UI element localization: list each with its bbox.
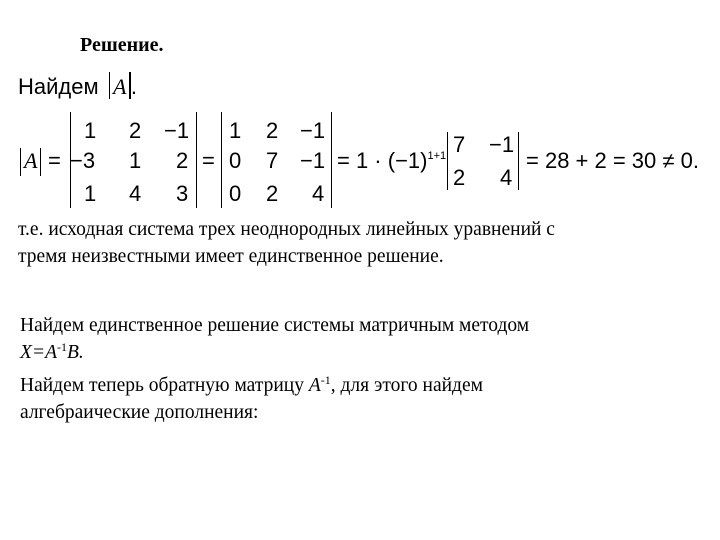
matrix1-cell: 2 (129, 118, 142, 143)
paragraph1-line2: тремя неизвестными имеет единственное решение. (18, 246, 444, 267)
matrix1-cell: 1 (84, 181, 97, 206)
matrix2-bar-right (331, 112, 332, 208)
lhs-bar-left (20, 148, 21, 176)
paragraph3-line1: Найдем теперь обратную матрицу $A^{-1}$, для этого найдем (20, 373, 483, 396)
matrix2-cell: 1 (229, 118, 242, 143)
result: = 28 + 2 = 30 ≠ 0. (526, 148, 699, 173)
matrix1-cell: 3 (176, 181, 189, 206)
minor-bar-left (447, 132, 448, 190)
find-dot: . (130, 74, 137, 99)
paragraph1-line1: т.е. исходная система трех неоднородных линейных уравнений с (18, 219, 555, 240)
minor-bar-right (518, 132, 519, 190)
matrix1-cell: −3 (70, 148, 96, 173)
paragraph2-formula: $X=A^{-1}B$. (20, 340, 84, 363)
matrix1-cell: −1 (164, 118, 190, 143)
paragraph-inverse-matrix (20, 372, 483, 426)
matrix2-cell: 4 (312, 181, 325, 206)
lhs-equals: = (48, 148, 61, 173)
matrix2-cell: −1 (300, 148, 326, 173)
matrix2-cell: −1 (300, 118, 326, 143)
matrix1-cell: 2 (176, 148, 189, 173)
matrix2-cell: 7 (266, 148, 279, 173)
paragraph2-line1: Найдем единственное решение системы матричным методом (20, 315, 530, 336)
lhs-symbol: A (24, 148, 38, 173)
lhs-bar-right (40, 148, 41, 176)
equals-2: = (202, 148, 215, 173)
det-bar-left (109, 72, 110, 99)
matrix1-cell: 1 (129, 148, 142, 173)
matrix2-bar-left (221, 112, 222, 208)
matrix2-cell: 2 (266, 118, 279, 143)
matrix1-bar-right (196, 112, 197, 208)
coefficient: = $1 \cdot (-1)^{1+1}$ (337, 148, 447, 173)
find-determinant-line (18, 72, 137, 100)
solution-title: Решение. (80, 34, 164, 56)
find-word: Найдем (18, 74, 99, 99)
det-symbol: A (113, 74, 127, 99)
coefficient-power: 1+1 (427, 150, 447, 162)
minor-cell: 2 (453, 165, 466, 190)
paragraph3-line2: алгебраические дополнения: (20, 402, 259, 423)
paragraph-unique-solution (18, 216, 555, 270)
paragraph-matrix-method (20, 312, 529, 366)
matrix1-cell: 4 (129, 181, 142, 206)
matrix1-cell: 1 (84, 118, 97, 143)
minor-cell: 7 (453, 132, 466, 157)
determinant-equation (0, 110, 720, 210)
matrix2-cell: 0 (229, 181, 242, 206)
matrix2-cell: 2 (266, 181, 279, 206)
minor-cell: −1 (489, 132, 515, 157)
minor-cell: 4 (500, 165, 513, 190)
matrix2-cell: 0 (229, 148, 242, 173)
